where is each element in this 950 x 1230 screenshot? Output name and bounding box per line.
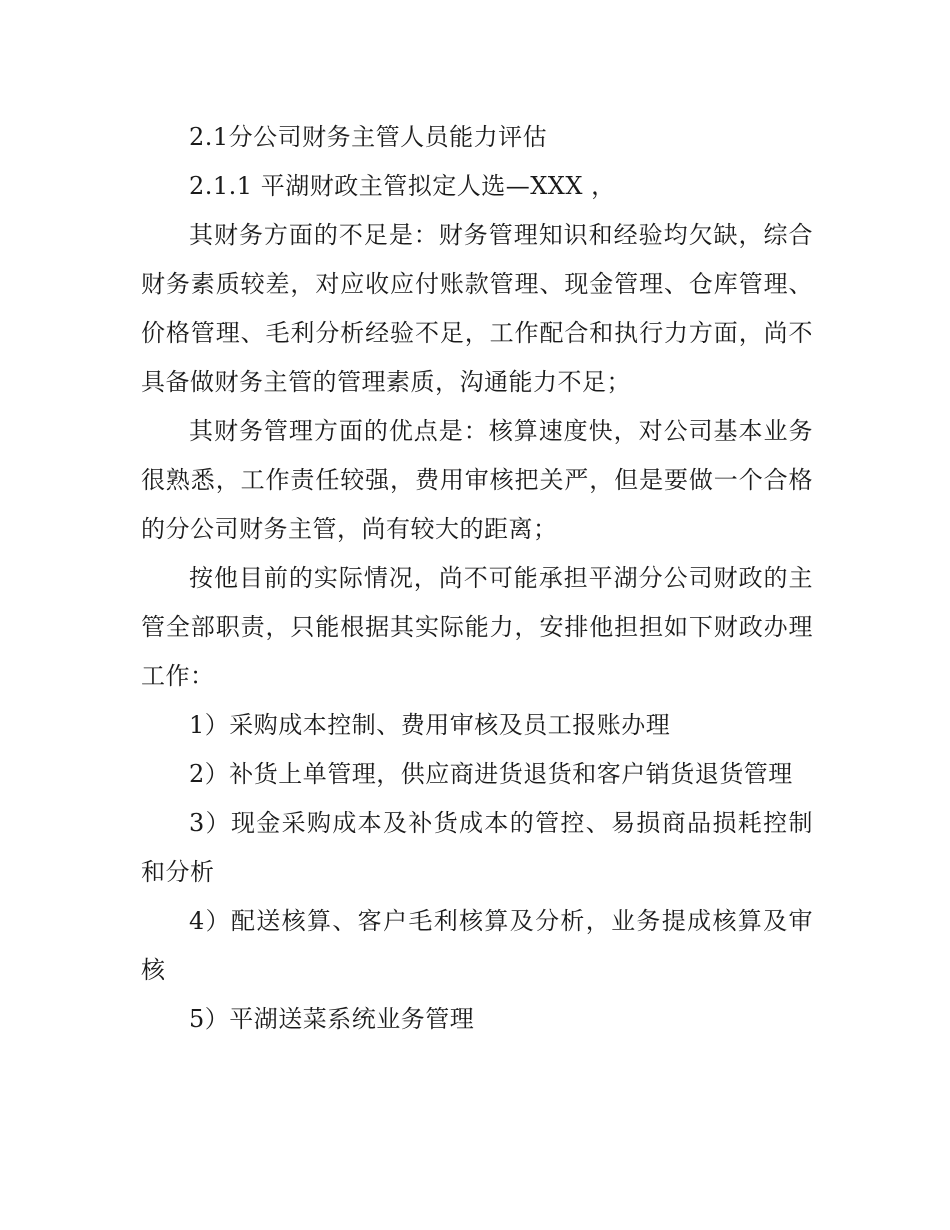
paragraph-assignment: 按他目前的实际情况，尚不可能承担平湖分公司财政的主管全部职责，只能根据其实际能力，安排他担担如下财政办理工作： (141, 564, 813, 690)
list-item: 3）现金采购成本及补货成本的管控、易损商品损耗控制和分析 (141, 809, 813, 886)
list-item: 1）采购成本控制、费用审核及员工报账办理 (189, 711, 671, 739)
list-item: 5）平湖送菜系统业务管理 (189, 1005, 475, 1033)
paragraph-strengths: 其财务管理方面的优点是：核算速度快，对公司基本业务很熟悉，工作责任较强，费用审核把关严，但是要做一个合格的分公司财务主管，尚有较大的距离； (141, 417, 813, 543)
subsection-heading: 2.1.1 平湖财政主管拟定人选—XXX ， (189, 172, 616, 200)
list-item: 4）配送核算、客户毛利核算及分析，业务提成核算及审核 (141, 907, 813, 984)
list-item: 2）补货上单管理，供应商进货退货和客户销货退货管理 (189, 760, 793, 788)
section-heading: 2.1分公司财务主管人员能力评估 (189, 123, 548, 151)
paragraph-weaknesses: 其财务方面的不足是：财务管理知识和经验均欠缺，综合财务素质较差，对应收应付账款管理、现金管理、仓库管理、价格管理、毛利分析经验不足，工作配合和执行力方面，尚不具备做财务主管的管理素质，沟通能力不足； (141, 221, 813, 396)
document-body (141, 113, 813, 1044)
